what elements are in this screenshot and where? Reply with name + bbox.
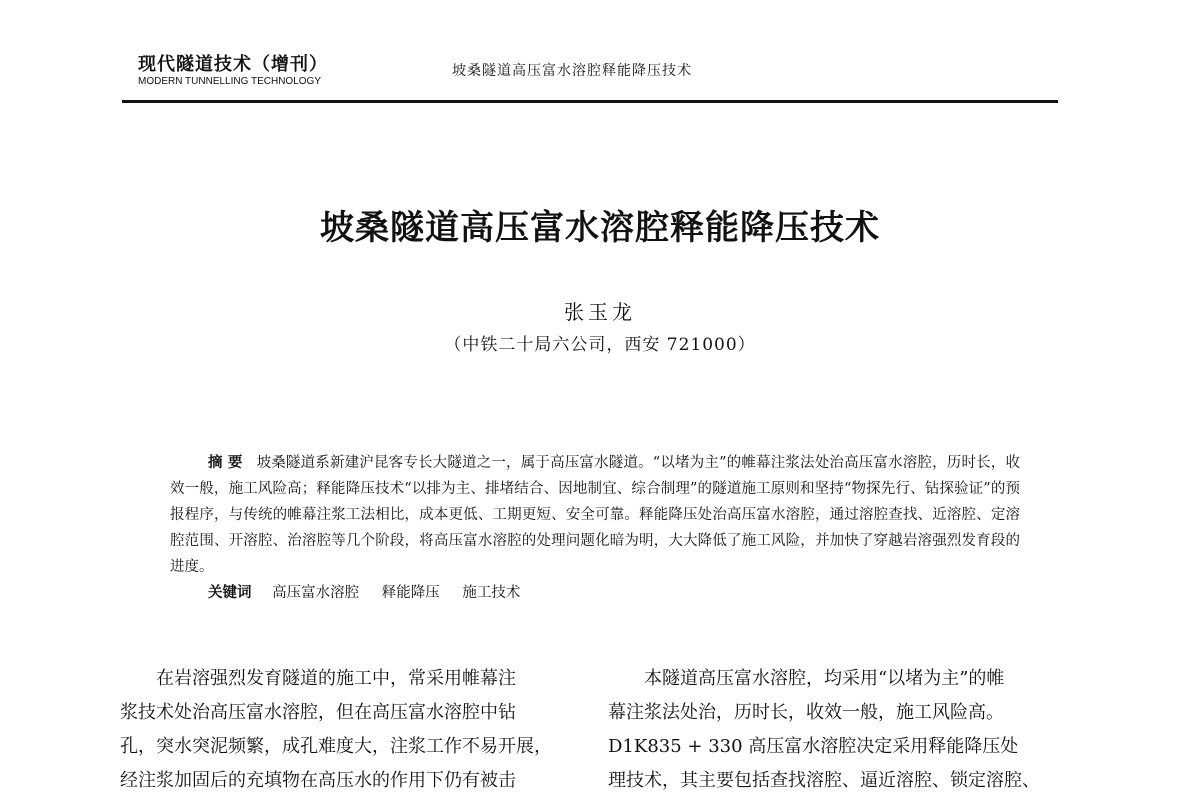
body-column-left [120, 662, 588, 798]
running-title: 坡桑隧道高压富水溶腔释能降压技术 [452, 63, 692, 79]
abstract-text: 坡桑隧道系新建沪昆客专长大隧道之一，属于高压富水隧道。“以堵为主”的帷幕注浆法处治高压富水溶腔，历时长，收效一般，施工风险高；释能降压技术“以排为主、排堵结合、因地制宜、综合制理”的隧道施工原则和坚持“物探先行、钻探验证”的预报程序，与传统的帷幕注浆工法相比，成本更低、工期更短、安全可靠。释能降压处治高压富水溶腔，通过溶腔查找、近溶腔、定溶腔范围、开溶腔、治溶腔等几个阶段，将高压富水溶腔的处理问题化暗为明，大大降低了施工风险，并加快了穿越岩溶强烈发育段的进度。 [170, 455, 1020, 575]
keywords-label: 关键词 [208, 584, 252, 601]
abstract-block [170, 450, 1020, 606]
paper-title: 坡桑隧道高压富水溶腔释能降压技术 [320, 208, 880, 248]
body-line: 理技术，其主要包括查找溶腔、逼近溶腔、锁定溶腔、 [608, 770, 1040, 791]
abstract-paragraph [170, 450, 1020, 580]
abstract-label: 摘 要 [208, 454, 243, 471]
body-line: 本隧道高压富水溶腔，均采用“以堵为主”的帷 [644, 668, 1005, 689]
body-line: 经注浆加固后的充填物在高压水的作用下仍有被击 [120, 770, 516, 791]
author-affiliation: （中铁二十局六公司，西安 721000） [444, 335, 756, 355]
body-line: 浆技术处治高压富水溶腔，但在高压富水溶腔中钻 [120, 702, 516, 723]
author-name: 张玉龙 [564, 300, 636, 324]
body-column-right [608, 662, 1062, 798]
body-line: 幕注浆法处治，历时长，收效一般，施工风险高。 [608, 702, 1004, 723]
body-line: 孔，突水突泥频繁，成孔难度大，注浆工作不易开展， [120, 736, 552, 757]
journal-name-cn: 现代隧道技术（增刊） [138, 54, 328, 75]
running-header [122, 44, 1058, 103]
keyword: 施工技术 [462, 585, 521, 601]
journal-name-en: MODERN TUNNELLING TECHNOLOGY [138, 76, 321, 87]
body-line: D1K835 + 330 高压富水溶腔决定采用释能降压处 [608, 736, 1019, 757]
body-line: 在岩溶强烈发育隧道的施工中，常采用帷幕注 [156, 668, 516, 689]
keywords-line [170, 580, 1020, 606]
keyword: 高压富水溶腔 [272, 585, 360, 601]
keyword: 释能降压 [381, 585, 440, 601]
